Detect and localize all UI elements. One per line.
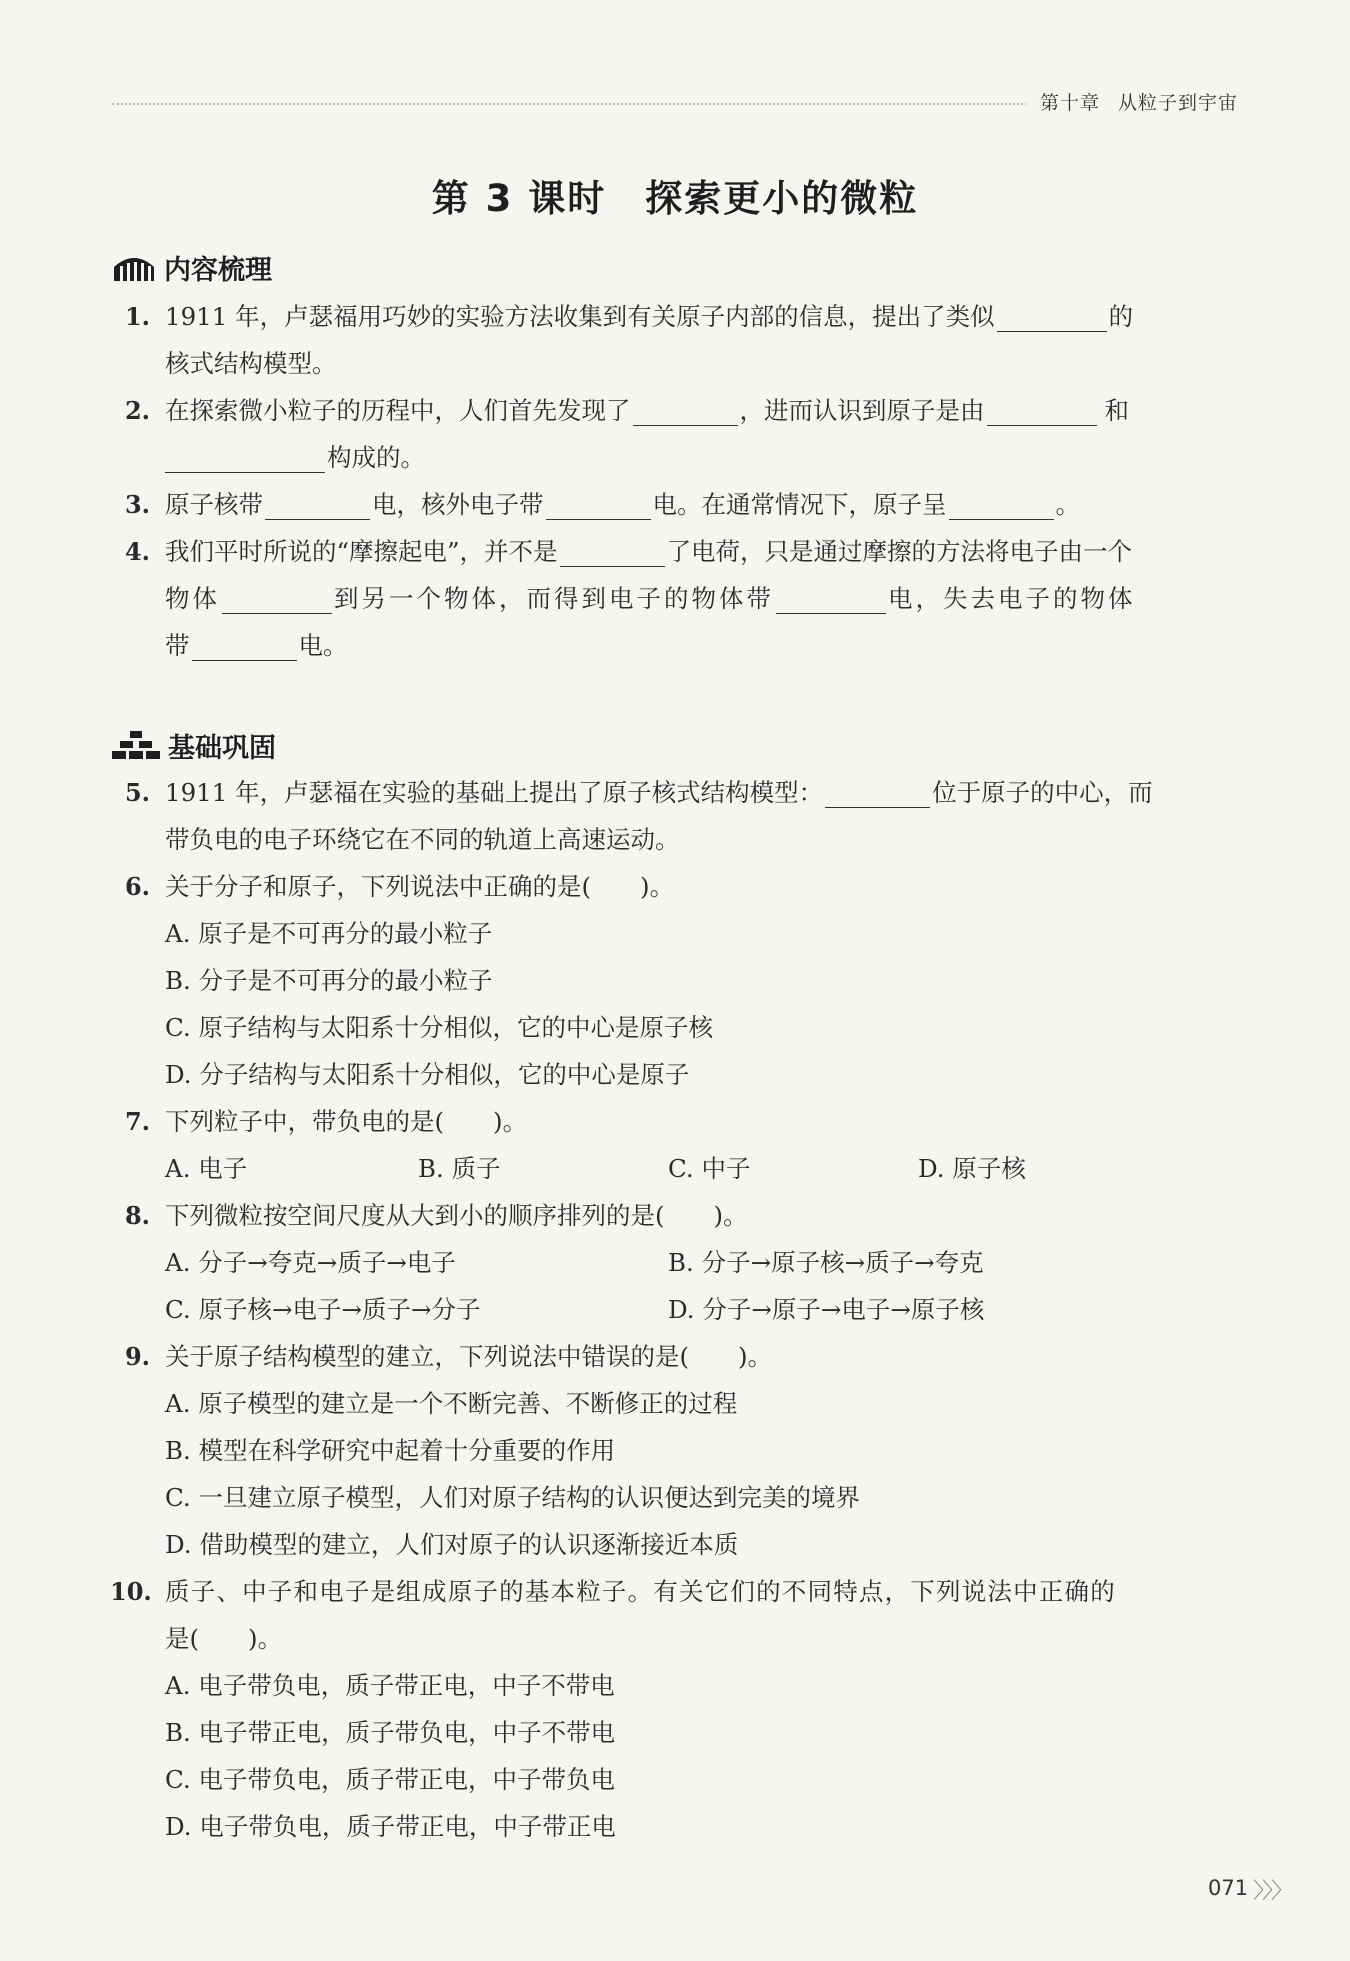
answer-blank[interactable] xyxy=(192,636,297,661)
question-number: 5. xyxy=(124,778,150,807)
question-text: 1911 年，卢瑟福用巧妙的实验方法收集到有关原子内部的信息，提出了类似 的 xyxy=(165,302,1134,331)
question-stem-cont: 是( )。 xyxy=(165,1624,283,1653)
page-arrows: 〉〉〉 xyxy=(1253,1879,1292,1904)
question-number: 4. xyxy=(124,537,150,566)
question-text: 构成的。 xyxy=(165,443,425,473)
question-text: 1911 年，卢瑟福在实验的基础上提出了原子核式结构模型： 位于原子的中心，而 xyxy=(165,778,1153,807)
section-label: 基础巩固 xyxy=(168,732,276,764)
option-a[interactable]: A. 电子 xyxy=(165,1154,248,1183)
option-b[interactable]: B. 质子 xyxy=(418,1154,501,1183)
answer-blank[interactable] xyxy=(165,448,325,473)
option-a[interactable]: A. 原子是不可再分的最小粒子 xyxy=(165,919,493,948)
option-c[interactable]: C. 原子结构与太阳系十分相似，它的中心是原子核 xyxy=(165,1013,713,1042)
option-c[interactable]: C. 一旦建立原子模型，人们对原子结构的认识便达到完美的境界 xyxy=(165,1483,860,1512)
question-stem: 关于分子和原子，下列说法中正确的是( )。 xyxy=(165,872,675,901)
question-number: 9. xyxy=(124,1342,150,1371)
page-title: 第 3 课时 探索更小的微粒 xyxy=(431,177,919,220)
option-d[interactable]: D. 原子核 xyxy=(918,1154,1026,1183)
answer-blank[interactable] xyxy=(949,495,1054,520)
answer-blank[interactable] xyxy=(825,783,930,808)
chapter-label: 第十章 xyxy=(1039,92,1100,114)
question-number: 7. xyxy=(124,1107,150,1136)
question-text: 我们平时所说的“摩擦起电”，并不是 了电荷，只是通过摩擦的方法将电子由一个 xyxy=(165,537,1133,566)
answer-blank[interactable] xyxy=(222,589,332,614)
answer-blank[interactable] xyxy=(997,307,1107,332)
section-basic-consolidation xyxy=(112,725,276,765)
bricks-icon xyxy=(112,729,160,761)
section-content-review xyxy=(112,247,272,287)
option-d[interactable]: D. 分子→原子→电子→原子核 xyxy=(668,1295,985,1324)
question-number: 10. xyxy=(110,1577,152,1606)
option-a[interactable]: A. 分子→夸克→质子→电子 xyxy=(165,1248,456,1277)
question-number: 1. xyxy=(124,302,150,331)
question-stem: 关于原子结构模型的建立，下列说法中错误的是( )。 xyxy=(165,1342,773,1371)
building-icon xyxy=(112,251,156,283)
option-b[interactable]: B. 电子带正电，质子带负电，中子不带电 xyxy=(165,1718,616,1747)
question-number: 3. xyxy=(124,490,150,519)
page-number: 071 xyxy=(1208,1876,1249,1900)
option-a[interactable]: A. 原子模型的建立是一个不断完善、不断修正的过程 xyxy=(165,1389,738,1418)
option-b[interactable]: B. 分子→原子核→质子→夸克 xyxy=(668,1248,984,1277)
option-d[interactable]: D. 借助模型的建立，人们对原子的认识逐渐接近本质 xyxy=(165,1530,739,1559)
question-text: 带负电的电子环绕它在不同的轨道上高速运动。 xyxy=(165,825,680,854)
option-b[interactable]: B. 模型在科学研究中起着十分重要的作用 xyxy=(165,1436,616,1465)
option-a[interactable]: A. 电子带负电，质子带正电，中子不带电 xyxy=(165,1671,615,1700)
question-text: 原子核带 电，核外电子带 电。在通常情况下，原子呈 。 xyxy=(165,490,1080,519)
answer-blank[interactable] xyxy=(633,401,738,426)
running-header xyxy=(1026,88,1238,115)
question-text: 核式结构模型。 xyxy=(165,349,337,378)
answer-blank[interactable] xyxy=(776,589,886,614)
option-d[interactable]: D. 分子结构与太阳系十分相似，它的中心是原子 xyxy=(165,1060,690,1089)
question-stem: 质子、中子和电子是组成原子的基本粒子。有关它们的不同特点，下列说法中正确的 xyxy=(165,1577,1116,1606)
option-d[interactable]: D. 电子带负电，质子带正电，中子带正电 xyxy=(165,1812,616,1841)
answer-blank[interactable] xyxy=(265,495,370,520)
chapter-title: 从粒子到宇宙 xyxy=(1117,92,1238,114)
question-text: 带 电。 xyxy=(165,631,348,660)
question-text: 物体 到另一个物体，而得到电子的物体带 电，失去电子的物体 xyxy=(165,584,1136,613)
question-number: 2. xyxy=(124,396,150,425)
question-number: 8. xyxy=(124,1201,150,1230)
question-stem: 下列粒子中，带负电的是( )。 xyxy=(165,1107,528,1136)
answer-blank[interactable] xyxy=(560,542,665,567)
question-text: 在探索微小粒子的历程中，人们首先发现了 ，进而认识到原子是由 和 xyxy=(165,396,1129,425)
option-c[interactable]: C. 原子核→电子→质子→分子 xyxy=(165,1295,481,1324)
header-rule xyxy=(112,103,1027,105)
option-c[interactable]: C. 中子 xyxy=(668,1154,751,1183)
option-c[interactable]: C. 电子带负电，质子带正电，中子带负电 xyxy=(165,1765,615,1794)
option-b[interactable]: B. 分子是不可再分的最小粒子 xyxy=(165,966,493,995)
answer-blank[interactable] xyxy=(546,495,651,520)
question-number: 6. xyxy=(124,872,150,901)
section-label: 内容梳理 xyxy=(164,254,272,286)
answer-blank[interactable] xyxy=(987,401,1097,426)
question-stem: 下列微粒按空间尺度从大到小的顺序排列的是( )。 xyxy=(165,1201,748,1230)
